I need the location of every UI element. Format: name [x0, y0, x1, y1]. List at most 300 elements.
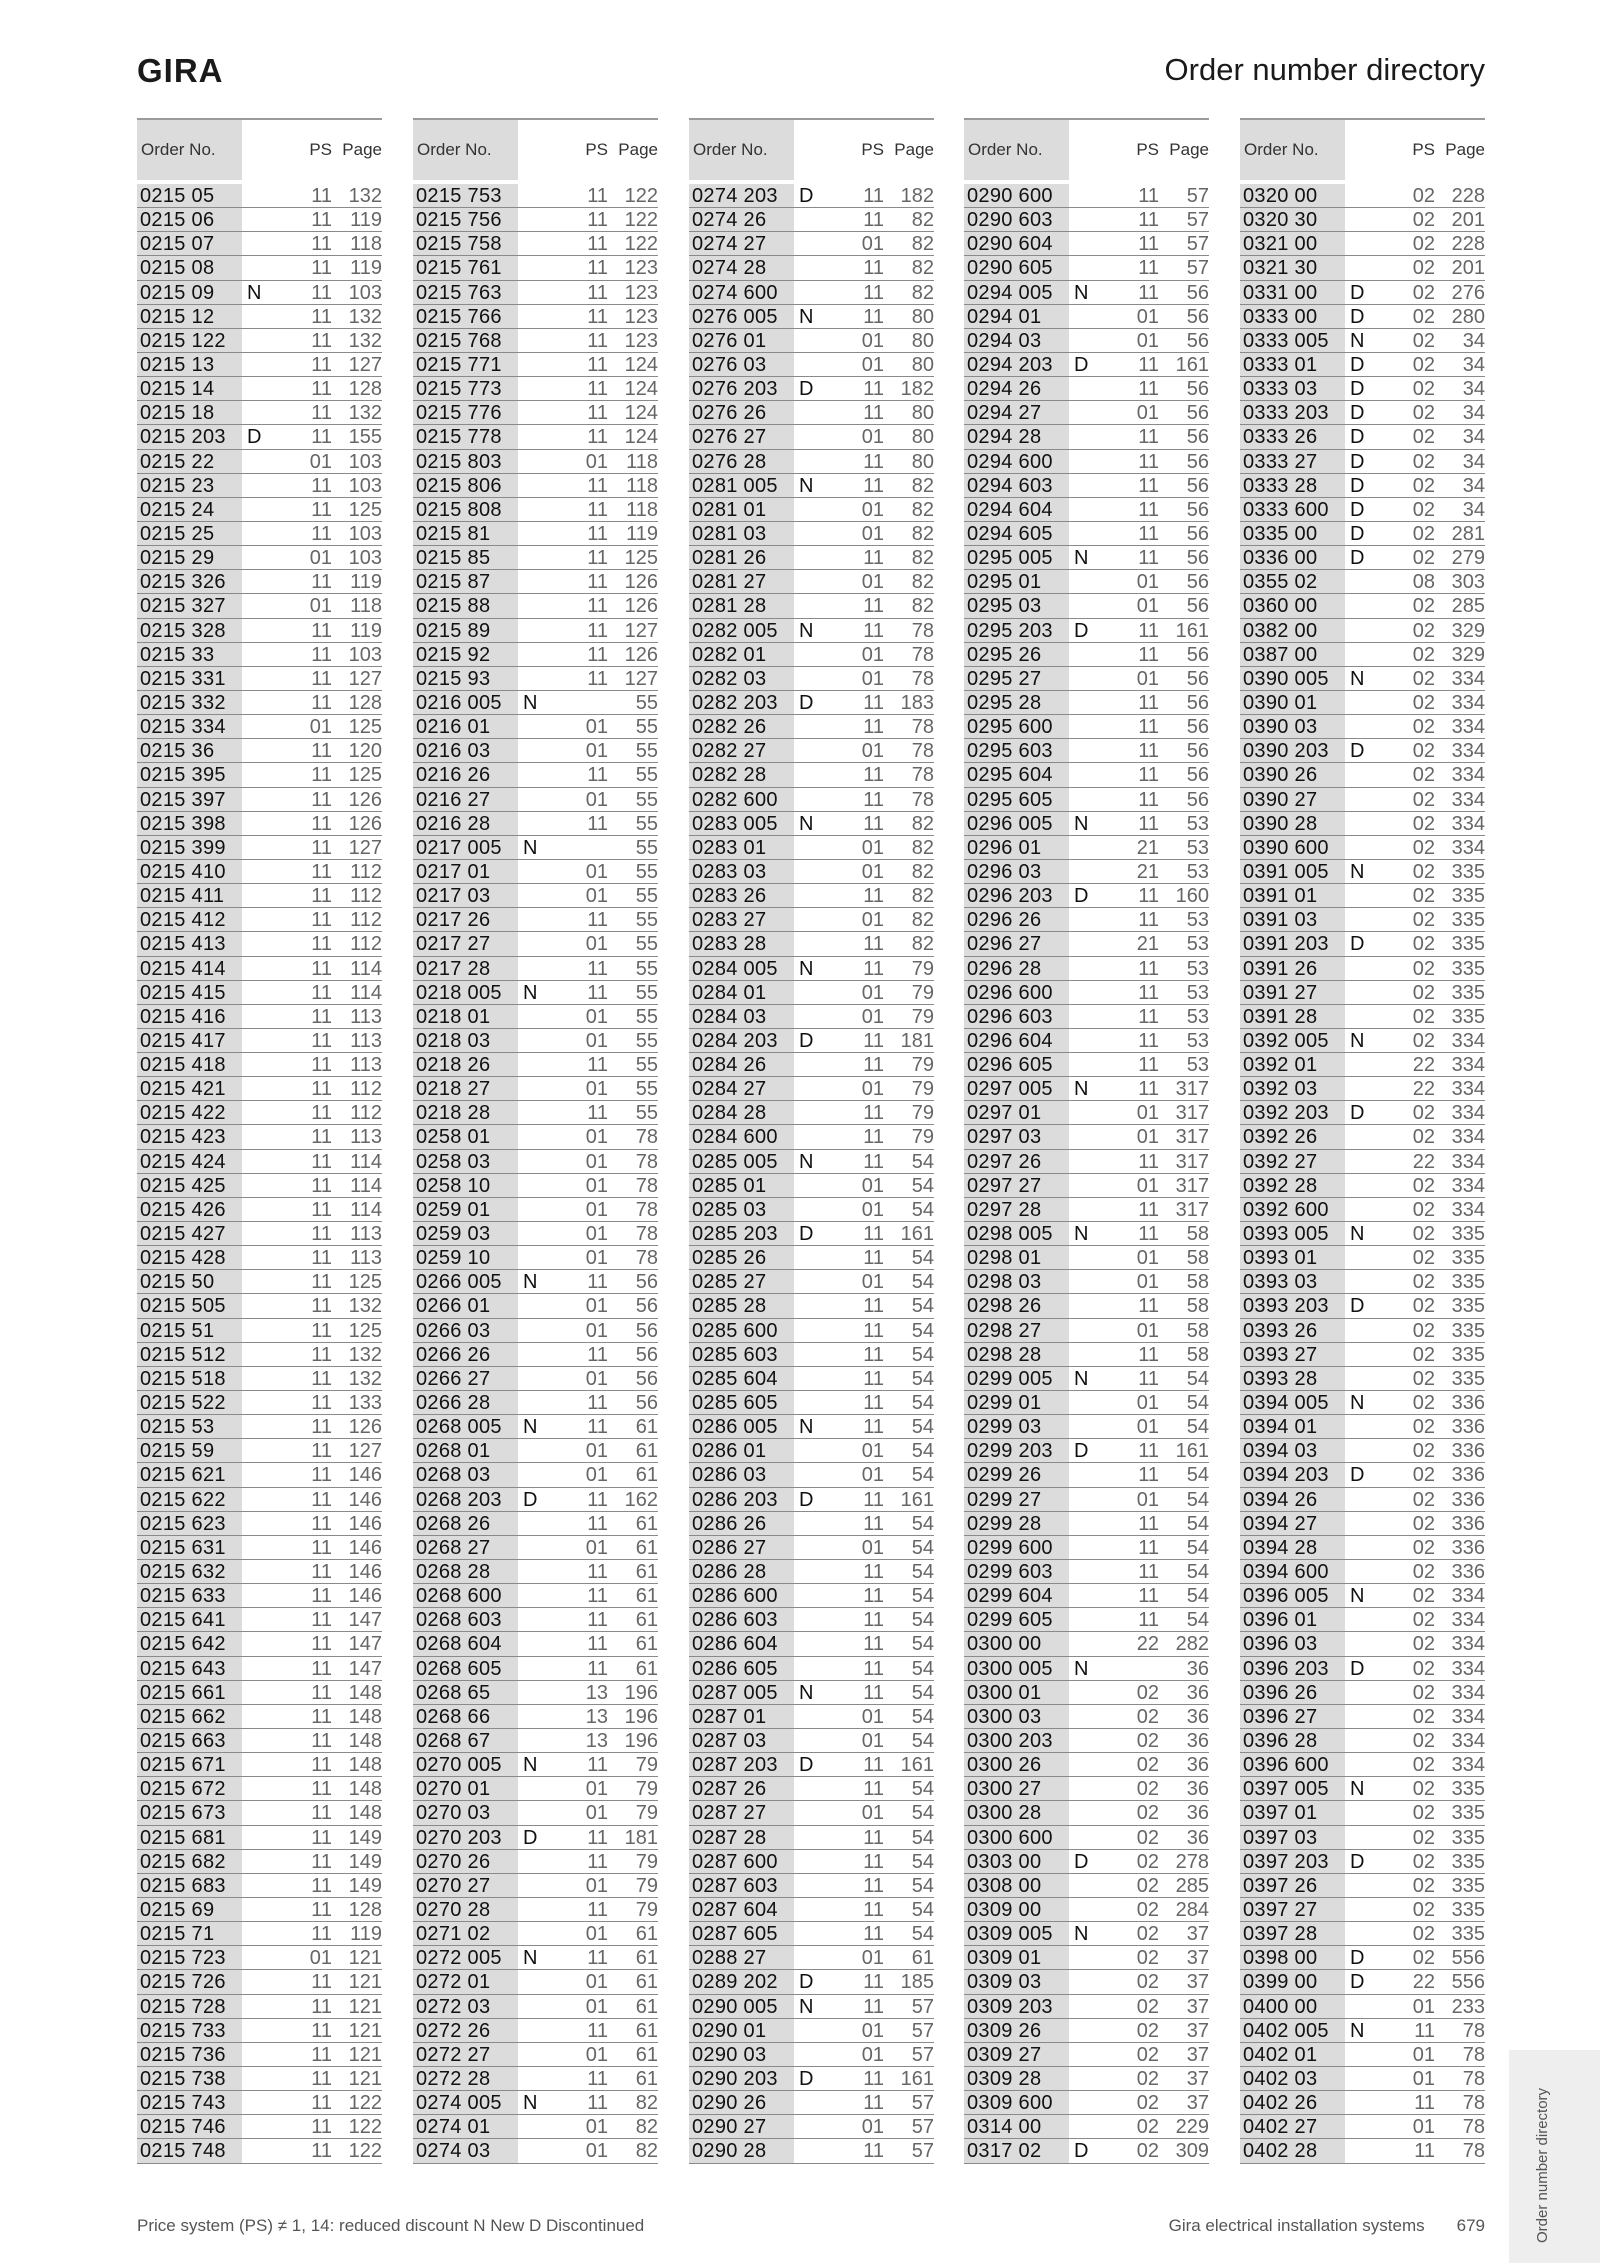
order-number: 0298 03: [964, 1270, 1069, 1293]
price-system: 11: [311, 1416, 332, 1439]
table-row: [137, 691, 382, 715]
page-ref: 34: [1462, 450, 1485, 473]
table-row: [137, 1053, 382, 1077]
price-system: 11: [863, 933, 884, 956]
price-system: 02: [1412, 450, 1435, 473]
order-number: 0297 01: [964, 1101, 1069, 1124]
order-number: 0215 662: [137, 1705, 242, 1728]
order-number: 0285 01: [689, 1174, 794, 1197]
page-ref: 53: [1186, 933, 1209, 956]
page-ref: 161: [900, 1223, 934, 1246]
page-ref: 336: [1451, 1561, 1485, 1584]
order-number: 0215 505: [137, 1294, 242, 1317]
price-system: 01: [585, 1464, 608, 1487]
price-system: 11: [587, 257, 608, 280]
order-number: 0393 01: [1240, 1246, 1345, 1269]
page-ref: 78: [1462, 2019, 1485, 2042]
page-ref: 61: [635, 1947, 658, 1970]
page-ref: 37: [1186, 1947, 1209, 1970]
table-row: [689, 1174, 934, 1198]
table-row: [689, 1488, 934, 1512]
price-system: 11: [863, 1995, 884, 2018]
table-row: [964, 184, 1209, 208]
page-ref: 185: [900, 1971, 934, 1994]
order-number: 0396 03: [1240, 1632, 1345, 1655]
price-system: 11: [587, 305, 608, 328]
page-ref: 56: [1186, 426, 1209, 449]
price-system: 02: [1412, 957, 1435, 980]
price-system: 02: [1412, 547, 1435, 570]
page-ref: 279: [1451, 547, 1485, 570]
table-row: [1240, 1343, 1485, 1367]
price-system: 11: [311, 1343, 332, 1366]
table-row: [413, 691, 658, 715]
order-number: 0396 28: [1240, 1729, 1345, 1752]
table-row: [1240, 1705, 1485, 1729]
price-system: 11: [1138, 1512, 1159, 1535]
order-number: 0391 27: [1240, 981, 1345, 1004]
page-ref: 119: [350, 257, 382, 280]
table-row: [689, 594, 934, 618]
order-number: 0274 01: [413, 2115, 518, 2138]
status-flag: N: [1074, 1657, 1089, 1680]
table-row: [137, 1319, 382, 1343]
price-system: 11: [863, 547, 884, 570]
table-row: [689, 1729, 934, 1753]
price-system: 22: [1412, 1054, 1435, 1077]
order-number: 0287 600: [689, 1850, 794, 1873]
page-ref: 55: [635, 740, 658, 763]
page-ref: 56: [635, 1392, 658, 1415]
page-ref: 119: [350, 209, 382, 232]
table-row: [137, 1922, 382, 1946]
page-ref: 334: [1451, 1705, 1485, 1728]
table-row: [137, 594, 382, 618]
column-header: [964, 118, 1209, 180]
price-system: 01: [861, 1802, 884, 1825]
page-ref: 61: [635, 1995, 658, 2018]
price-system: 01: [1136, 1271, 1159, 1294]
table-row: [689, 884, 934, 908]
status-flag: D: [1350, 522, 1365, 545]
page-ref: 126: [348, 1416, 382, 1439]
table-row: [689, 908, 934, 932]
table-row: [137, 256, 382, 280]
order-number: 0215 71: [137, 1922, 242, 1945]
price-system: 11: [311, 1054, 332, 1077]
price-system: 01: [861, 498, 884, 521]
page-ref: 122: [348, 2140, 382, 2163]
price-system: 01: [585, 1174, 608, 1197]
table-row: [413, 377, 658, 401]
order-number: 0217 27: [413, 932, 518, 955]
order-number: 0284 28: [689, 1101, 794, 1124]
page-ref: 53: [1186, 957, 1209, 980]
table-row: [137, 1753, 382, 1777]
page-ref: 53: [1186, 1054, 1209, 1077]
page-ref: 334: [1451, 1754, 1485, 1777]
table-row: [1240, 1826, 1485, 1850]
price-system: 11: [311, 2092, 332, 2115]
page-ref: 334: [1451, 764, 1485, 787]
table-row: [137, 1150, 382, 1174]
table-row: [964, 232, 1209, 256]
page-ref: 335: [1451, 1271, 1485, 1294]
page-ref: 196: [624, 1705, 658, 1728]
page-ref: 82: [911, 209, 934, 232]
price-system: 11: [863, 1778, 884, 1801]
table-row: [413, 232, 658, 256]
table-row: [413, 1246, 658, 1270]
page-ref: 113: [350, 1054, 382, 1077]
price-system: 11: [311, 209, 332, 232]
page-ref: 54: [1186, 1609, 1209, 1632]
price-system: 02: [1412, 1295, 1435, 1318]
table-row: [1240, 1632, 1485, 1656]
price-system: 02: [1412, 1778, 1435, 1801]
page-ref: 57: [1186, 185, 1209, 207]
page-ref: 54: [911, 1343, 934, 1366]
order-number: 0294 600: [964, 450, 1069, 473]
order-number: 0309 600: [964, 2091, 1069, 2114]
page-ref: 79: [635, 1898, 658, 1921]
page-ref: 121: [348, 1971, 382, 1994]
order-number: 0393 03: [1240, 1270, 1345, 1293]
price-system: 01: [861, 1947, 884, 1970]
page-ref: 55: [635, 1029, 658, 1052]
table-row: [1240, 932, 1485, 956]
order-number: 0286 005: [689, 1415, 794, 1438]
price-system: 11: [1138, 547, 1159, 570]
page-ref: 334: [1451, 667, 1485, 690]
page-ref: 147: [348, 1633, 382, 1656]
order-number: 0333 600: [1240, 498, 1345, 521]
order-number: 0215 418: [137, 1053, 242, 1076]
table-row: [137, 1705, 382, 1729]
table-row: [413, 1415, 658, 1439]
order-number: 0215 426: [137, 1198, 242, 1221]
order-number: 0390 01: [1240, 691, 1345, 714]
order-number: 0286 26: [689, 1512, 794, 1535]
table-row: [137, 329, 382, 353]
order-number: 0314 00: [964, 2115, 1069, 2138]
order-number: 0266 27: [413, 1367, 518, 1390]
price-system: 11: [311, 1705, 332, 1728]
order-number: 0266 005: [413, 1270, 518, 1293]
page-ref: 55: [635, 909, 658, 932]
page-ref: 56: [635, 1343, 658, 1366]
price-system: 02: [1412, 643, 1435, 666]
page-ref: 55: [635, 1005, 658, 1028]
status-flag: N: [799, 1995, 814, 2018]
table-row: [1240, 1053, 1485, 1077]
table-row: [413, 594, 658, 618]
table-row: [1240, 329, 1485, 353]
page-ref: 79: [635, 1778, 658, 1801]
page-ref: 54: [911, 1923, 934, 1946]
order-number: 0287 203: [689, 1753, 794, 1776]
table-row: [689, 1512, 934, 1536]
price-system: 02: [1412, 1392, 1435, 1415]
table-row: [1240, 1150, 1485, 1174]
table-row: [137, 2067, 382, 2091]
page-ref: 53: [1186, 812, 1209, 835]
page-ref: 278: [1175, 1850, 1209, 1873]
price-system: 01: [585, 1078, 608, 1101]
order-number: 0333 01: [1240, 353, 1345, 376]
page-ref: 103: [348, 450, 382, 473]
price-system: 11: [1138, 1343, 1159, 1366]
order-number: 0390 600: [1240, 836, 1345, 859]
table-row: [689, 1270, 934, 1294]
table-row: [964, 619, 1209, 643]
order-number: 0276 03: [689, 353, 794, 376]
page-ref: 56: [1186, 547, 1209, 570]
order-number: 0215 23: [137, 474, 242, 497]
order-number: 0309 005: [964, 1922, 1069, 1945]
table-row: [137, 860, 382, 884]
page-ref: 79: [635, 1802, 658, 1825]
order-number: 0286 203: [689, 1488, 794, 1511]
order-number: 0393 27: [1240, 1343, 1345, 1366]
order-number: 0276 005: [689, 305, 794, 328]
page-ref: 334: [1451, 1150, 1485, 1173]
table-row: [964, 763, 1209, 787]
page-ref: 119: [350, 571, 382, 594]
table-row: [413, 619, 658, 643]
table-row: [964, 981, 1209, 1005]
page-ref: 36: [1186, 1802, 1209, 1825]
page-ref: 55: [635, 1102, 658, 1125]
table-row: [1240, 788, 1485, 812]
table-row: [1240, 1005, 1485, 1029]
page-ref: 57: [1186, 209, 1209, 232]
price-system: 02: [1412, 1609, 1435, 1632]
header-ps: PS: [1136, 140, 1159, 159]
table-row: [964, 1150, 1209, 1174]
price-system: 11: [863, 1343, 884, 1366]
order-number: 0290 27: [689, 2115, 794, 2138]
table-row: [689, 763, 934, 787]
page-ref: 317: [1175, 1126, 1209, 1149]
table-row: [964, 1077, 1209, 1101]
table-row: [689, 2091, 934, 2115]
page-ref: 57: [911, 2043, 934, 2066]
table-row: [689, 1632, 934, 1656]
table-row: [964, 1391, 1209, 1415]
order-number: 0300 28: [964, 1801, 1069, 1824]
order-number: 0309 26: [964, 2019, 1069, 2042]
table-row: [1240, 957, 1485, 981]
status-flag: D: [799, 1754, 814, 1777]
order-number: 0309 28: [964, 2067, 1069, 2090]
page-ref: 54: [1186, 1536, 1209, 1559]
order-number: 0215 671: [137, 1753, 242, 1776]
price-system: 11: [863, 764, 884, 787]
order-number: 0299 28: [964, 1512, 1069, 1535]
table-row: [964, 1584, 1209, 1608]
table-row: [689, 1198, 934, 1222]
order-number: 0299 03: [964, 1415, 1069, 1438]
page-ref: 132: [348, 329, 382, 352]
status-flag: N: [523, 1947, 538, 1970]
page-ref: 58: [1186, 1295, 1209, 1318]
order-number: 0217 01: [413, 860, 518, 883]
price-system: 11: [311, 1126, 332, 1149]
order-number: 0268 26: [413, 1512, 518, 1535]
page-ref: 103: [348, 281, 382, 304]
price-system: 02: [1136, 1971, 1159, 1994]
table-row: [137, 401, 382, 425]
order-number: 0399 00: [1240, 1970, 1345, 1993]
table-row: [689, 208, 934, 232]
page-ref: 82: [911, 522, 934, 545]
table-row: [137, 1367, 382, 1391]
price-system: 11: [863, 1874, 884, 1897]
price-system: 22: [1136, 1633, 1159, 1656]
order-number: 0215 428: [137, 1246, 242, 1269]
order-number: 0287 26: [689, 1777, 794, 1800]
order-number: 0283 26: [689, 884, 794, 907]
order-number: 0296 605: [964, 1053, 1069, 1076]
page-ref: 112: [350, 1078, 382, 1101]
price-system: 02: [1412, 1681, 1435, 1704]
order-number: 0281 28: [689, 594, 794, 617]
order-number: 0216 03: [413, 739, 518, 762]
order-number: 0294 203: [964, 353, 1069, 376]
price-system: 01: [585, 740, 608, 763]
order-number: 0216 28: [413, 812, 518, 835]
page-ref: 82: [911, 836, 934, 859]
price-system: 11: [311, 619, 332, 642]
order-number: 0387 00: [1240, 643, 1345, 666]
order-number: 0295 603: [964, 739, 1069, 762]
table-row: [413, 1753, 658, 1777]
order-number: 0215 422: [137, 1101, 242, 1124]
table-row: [413, 1077, 658, 1101]
order-number: 0397 005: [1240, 1777, 1345, 1800]
price-system: 11: [311, 1995, 332, 2018]
price-system: 02: [1412, 402, 1435, 425]
table-row: [964, 884, 1209, 908]
price-system: 11: [311, 885, 332, 908]
table-row: [137, 1970, 382, 1994]
price-system: 11: [1414, 2140, 1435, 2163]
page-ref: 80: [911, 426, 934, 449]
price-system: 11: [1138, 450, 1159, 473]
page-ref: 125: [348, 1271, 382, 1294]
page-ref: 118: [626, 450, 658, 473]
table-row: [689, 2019, 934, 2043]
table-row: [689, 1463, 934, 1487]
page-ref: 54: [911, 1198, 934, 1221]
order-number: 0296 03: [964, 860, 1069, 883]
order-number: 0215 50: [137, 1270, 242, 1293]
page-ref: 336: [1451, 1464, 1485, 1487]
page-ref: 56: [635, 1295, 658, 1318]
table-row: [137, 1294, 382, 1318]
price-system: 01: [861, 909, 884, 932]
price-system: 11: [587, 1561, 608, 1584]
table-row: [413, 1995, 658, 2019]
order-number: 0299 603: [964, 1560, 1069, 1583]
order-number: 0215 778: [413, 425, 518, 448]
side-tab-label: Order number directory: [1534, 2087, 1551, 2243]
order-number: 0216 27: [413, 788, 518, 811]
page-ref: 82: [911, 281, 934, 304]
price-system: 11: [311, 933, 332, 956]
price-system: 01: [585, 1802, 608, 1825]
table-row: [964, 2067, 1209, 2091]
table-row: [964, 1343, 1209, 1367]
status-flag: N: [1350, 1223, 1365, 1246]
page-ref: 34: [1462, 353, 1485, 376]
order-number: 0284 27: [689, 1077, 794, 1100]
price-system: 02: [1412, 788, 1435, 811]
page-ref: 132: [348, 402, 382, 425]
order-number: 0215 768: [413, 329, 518, 352]
page-ref: 80: [911, 305, 934, 328]
page-ref: 336: [1451, 1392, 1485, 1415]
price-system: 11: [1138, 1585, 1159, 1608]
table-row: [137, 2043, 382, 2067]
price-system: 02: [1412, 1561, 1435, 1584]
order-number: 0294 26: [964, 377, 1069, 400]
price-system: 11: [311, 1295, 332, 1318]
table-row: [137, 474, 382, 498]
order-number: 0303 00: [964, 1850, 1069, 1873]
order-number: 0296 600: [964, 981, 1069, 1004]
price-system: 01: [1136, 1392, 1159, 1415]
page-ref: 56: [1186, 474, 1209, 497]
order-number: 0333 203: [1240, 401, 1345, 424]
price-system: 11: [587, 522, 608, 545]
page-ref: 161: [900, 2067, 934, 2090]
table-row: [1240, 2019, 1485, 2043]
page-ref: 148: [348, 1802, 382, 1825]
page-ref: 34: [1462, 498, 1485, 521]
page-ref: 114: [350, 1150, 382, 1173]
price-system: 02: [1136, 2067, 1159, 2090]
price-system: 01: [861, 1705, 884, 1728]
price-system: 02: [1412, 209, 1435, 232]
table-row: [137, 498, 382, 522]
order-number: 0300 01: [964, 1681, 1069, 1704]
table-row: [413, 2043, 658, 2067]
order-number: 0396 01: [1240, 1608, 1345, 1631]
order-number: 0270 27: [413, 1874, 518, 1897]
table-row: [1240, 1777, 1485, 1801]
page-ref: 161: [1175, 619, 1209, 642]
price-system: 01: [309, 716, 332, 739]
price-system: 11: [311, 1174, 332, 1197]
order-number: 0285 603: [689, 1343, 794, 1366]
table-row: [137, 522, 382, 546]
table-row: [689, 184, 934, 208]
page-ref: 78: [911, 667, 934, 690]
price-system: 11: [311, 860, 332, 883]
price-system: 21: [1136, 860, 1159, 883]
price-system: 02: [1412, 1343, 1435, 1366]
price-system: 02: [1412, 1440, 1435, 1463]
order-number: 0215 416: [137, 1005, 242, 1028]
order-number: 0397 28: [1240, 1922, 1345, 1945]
price-system: 01: [1136, 595, 1159, 618]
page-ref: 334: [1451, 1681, 1485, 1704]
page-ref: 161: [900, 1754, 934, 1777]
page-ref: 125: [624, 547, 658, 570]
price-system: 01: [861, 2116, 884, 2139]
